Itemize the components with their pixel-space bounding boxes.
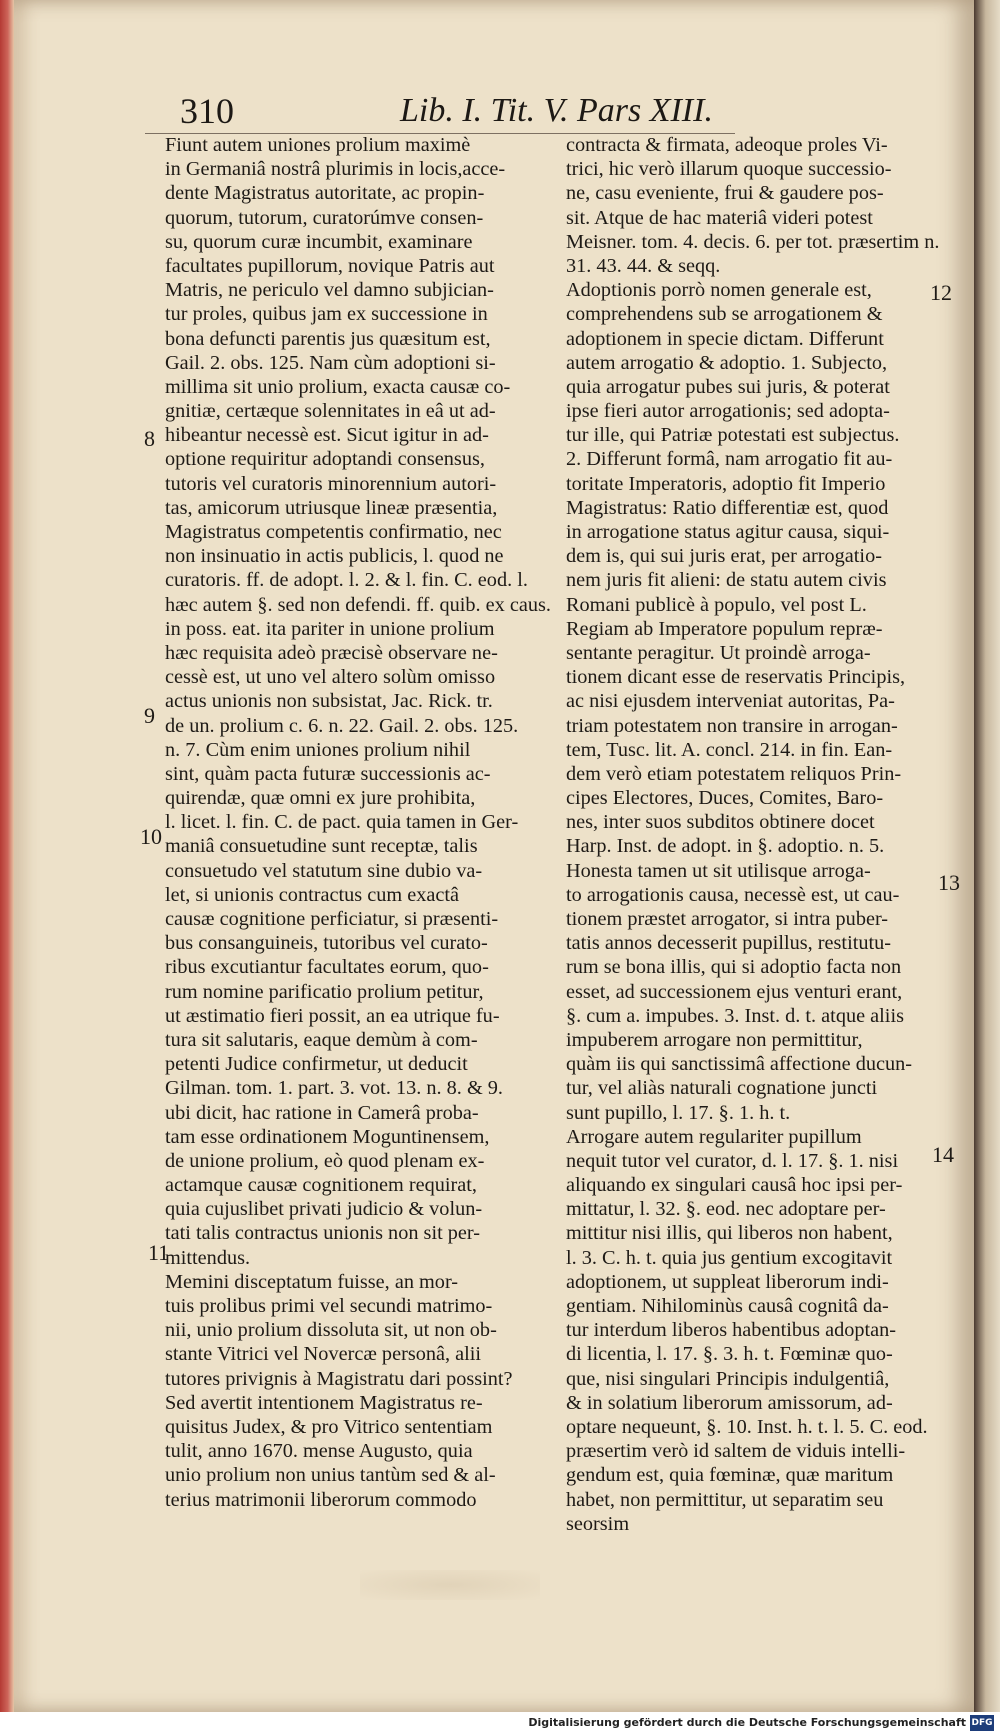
text-line: adoptionem, ut suppleat liberorum indi- — [566, 1270, 889, 1293]
text-line: consuetudo vel statutum sine dubio va- — [165, 859, 483, 882]
text-line: nem juris fit alieni: de statu autem civis — [566, 569, 887, 592]
text-line: hæc requisita adeò præcisè observare ne- — [165, 641, 498, 664]
text-line: mittitur nisi illis, qui liberos non habent, — [566, 1222, 893, 1245]
text-line: bona defuncti parentis jus quæsitum est, — [165, 327, 491, 350]
text-line: tulit, anno 1670. mense Augusto, quia — [165, 1440, 473, 1463]
text-line: aliquando ex singulari causâ hoc ipsi per- — [566, 1174, 903, 1197]
text-line: cessè est, ut uno vel altero solùm omisso — [165, 666, 496, 689]
text-line: tuis prolibus primi vel secundi matrimo- — [165, 1295, 493, 1317]
paper-stain — [360, 1570, 540, 1600]
text-line: unio prolium non unius tantùm sed & al- — [165, 1464, 496, 1487]
text-line: tur, vel aliàs naturali cognatione juncti — [566, 1077, 878, 1100]
text-line: 2. Differunt formâ, nam arrogatio fit au- — [566, 448, 893, 471]
text-line: quia arrogatur pubes sui juris, & poterat — [566, 375, 890, 398]
text-line: stante Vitrici vel Novercæ personâ, alii — [165, 1343, 482, 1366]
book-edge — [0, 0, 14, 1736]
text-line: in Germaniâ nostrâ plurimis in locis,acce- — [165, 158, 506, 181]
text-line: Harp. Inst. de adopt. in §. adoptio. n. 5. — [566, 835, 885, 858]
text-line: habet, non permittitur, ut separatim seu — [566, 1488, 884, 1511]
text-line: cipes Electores, Duces, Comites, Baro- — [566, 787, 884, 810]
text-line: nii, unio prolium dissoluta sit, ut non ob- — [165, 1319, 497, 1342]
text-line: quirendæ, quæ omni ex jure prohibita, — [165, 787, 476, 810]
text-line: non insinuatio in actis publicis, l. quod ne — [165, 545, 504, 568]
text-line: let, si unionis contractus cum exactâ — [165, 883, 459, 906]
next-page-edge — [974, 0, 1000, 1712]
text-line: & in solatium liberorum amissorum, ad- — [566, 1391, 893, 1414]
text-line: tutores privignis à Magistratu dari possint? — [165, 1367, 513, 1390]
text-line: de un. prolium c. 6. n. 22. Gail. 2. obs. 125. — [165, 714, 519, 737]
text-line: rum se bona illis, qui si adoptio facta non — [566, 956, 902, 979]
text-line: sint, quàm pacta futuræ successionis ac- — [165, 762, 491, 785]
text-line: nequit tutor vel curator, d. l. 17. §. 1. nisi — [566, 1149, 899, 1172]
page-header — [180, 90, 740, 132]
text-line: tionem præstet arrogator, si intra puber- — [566, 908, 889, 930]
margin-number-13: 13 — [938, 870, 960, 895]
right-text-column — [566, 133, 951, 1536]
text-line: quorum, tutorum, curatorúmve consen- — [165, 206, 484, 229]
text-line: Regiam ab Imperatore populum repræ- — [566, 617, 883, 640]
text-line: dem is, qui sui juris erat, per arrogatio- — [566, 545, 882, 568]
text-line: Adoptionis porrò nomen generale est, — [566, 279, 872, 302]
text-line: ribus excutiantur facultates eorum, quo- — [165, 956, 489, 979]
text-line: maniâ consuetudine sunt receptæ, talis — [165, 835, 478, 858]
text-line: ac nisi ejusdem interveniat autoritas, Pa- — [566, 690, 895, 713]
text-line: optione requiritur adoptandi consensus, — [165, 448, 485, 471]
text-line: nes, inter suos subditos obtinere docet — [566, 811, 875, 834]
text-line: §. cum a. impubes. 3. Inst. d. t. atque aliis — [566, 1004, 904, 1027]
text-line: seorsim — [566, 1512, 630, 1535]
text-line: Matris, ne periculo vel damno subjician- — [165, 279, 494, 302]
text-line: tam esse ordinationem Moguntinensem, — [165, 1125, 490, 1148]
text-line: gnitiæ, certæque solennitates in eâ ut ad- — [165, 400, 496, 423]
text-line: mittendus. — [165, 1246, 251, 1269]
text-line: Meisner. tom. 4. decis. 6. per tot. præsertim n. — [566, 230, 940, 253]
text-line: comprehendens sub se arrogationem & — [566, 303, 883, 326]
text-line: hæc autem §. sed non defendi. ff. quib. ex caus. — [165, 593, 551, 616]
text-line: sentante peragitur. Ut proindè arroga- — [566, 641, 871, 664]
margin-number-14: 14 — [932, 1142, 954, 1167]
text-line: mittatur, l. 32. §. eod. nec adoptare per- — [566, 1198, 886, 1221]
text-line: curatoris. ff. de adopt. l. 2. & l. fin. C. eod. l. — [165, 569, 528, 592]
text-line: tur interdum liberos habentibus adoptan- — [566, 1319, 897, 1342]
text-line: toritate Imperatoris, adoptio fit Imperio — [566, 472, 886, 495]
text-line: tur proles, quibus jam ex successione in — [165, 303, 488, 326]
text-line: tionem dicant esse de reservatis Principis, — [566, 666, 906, 689]
text-line: tur ille, qui Patriæ potestati est subjectus. — [566, 424, 900, 447]
text-line: in arrogatione status agitur causa, siqui- — [566, 521, 890, 543]
text-line: triam potestatem non transire in arrogan- — [566, 714, 898, 737]
text-line: Sed avertit intentionem Magistratus re- — [165, 1391, 483, 1414]
text-line: præsertim verò id saltem de viduis intelli- — [566, 1440, 906, 1463]
margin-number-9: 9 — [144, 703, 155, 728]
text-line: Fiunt autem uniones prolium maximè — [165, 134, 471, 156]
margin-number-8: 8 — [144, 426, 155, 451]
margin-number-12: 12 — [930, 280, 952, 305]
text-line: tas, amicorum utriusque lineæ præsentia, — [165, 496, 498, 519]
text-line: tutoris vel curatoris minorennium autori- — [165, 472, 497, 495]
text-line: millima sit unio prolium, exacta causæ co- — [165, 375, 511, 398]
text-line: causæ cognitione perficiatur, si præsenti- — [165, 908, 499, 930]
text-line: quàm iis qui sanctissimâ affectione ducun- — [566, 1053, 913, 1076]
dfg-logo: DFG — [970, 1715, 994, 1731]
text-line: dem verò etiam potestatem reliquos Prin- — [566, 762, 902, 785]
text-line: Magistratus: Ratio differentiæ est, quod — [566, 496, 889, 519]
running-head: Lib. I. Tit. V. Pars XIII. — [400, 92, 713, 129]
footer-bar — [0, 1712, 1000, 1736]
text-line: que, nisi singulari Principis indulgentiâ, — [566, 1367, 890, 1390]
text-line: to arrogationis causa, necessè est, ut cau- — [566, 883, 900, 906]
text-line: impuberem arrogare non permittitur, — [566, 1028, 863, 1051]
page-number: 310 — [180, 91, 234, 131]
text-line: quisitus Judex, & pro Vitrico sententiam — [165, 1415, 493, 1438]
text-line: ut æstimatio fieri possit, an ea utrique fu- — [165, 1004, 500, 1027]
text-line: actus unionis non subsistat, Jac. Rick. tr. — [165, 690, 493, 713]
text-line: Honesta tamen ut sit utilisque arroga- — [566, 859, 871, 882]
text-line: ipse fieri autor arrogationis; sed adopta- — [566, 400, 890, 423]
text-line: contracta & firmata, adeoque proles Vi- — [566, 134, 888, 156]
text-line: facultates pupillorum, novique Patris aut — [165, 254, 495, 277]
text-line: gendum est, quia fœminæ, quæ maritum — [566, 1464, 894, 1487]
text-line: actamque causæ cognitionem requirat, — [165, 1174, 477, 1197]
text-line: sit. Atque de hac materiâ videri potest — [566, 206, 873, 229]
text-line: tura sit salutaris, eaque demùm à com- — [165, 1028, 478, 1051]
text-line: Magistratus competentis confirmatio, nec — [165, 521, 502, 543]
text-line: in poss. eat. ita pariter in unione prolium — [165, 617, 495, 640]
text-line: terius matrimonii liberorum commodo — [165, 1488, 477, 1511]
text-line: bus consanguineis, tutoribus vel curato- — [165, 932, 488, 955]
text-line: Gilman. tom. 1. part. 3. vot. 13. n. 8. & 9. — [165, 1077, 503, 1100]
text-line: 31. 43. 44. & seqq. — [566, 254, 721, 277]
text-line: adoptionem in specie dictam. Differunt — [566, 327, 884, 350]
text-line: l. 3. C. h. t. quia jus gentium excogitavit — [566, 1246, 893, 1269]
text-line: su, quorum curæ incumbit, examinare — [165, 230, 473, 253]
text-line: Memini disceptatum fuisse, an mor- — [165, 1270, 459, 1293]
text-line: Arrogare autem regulariter pupillum — [566, 1125, 862, 1148]
text-line: Gail. 2. obs. 125. Nam cùm adoptioni si- — [165, 351, 496, 374]
margin-number-11: 11 — [148, 1240, 170, 1265]
text-line: trici, hic verò illarum quoque successio- — [566, 158, 892, 181]
text-line: de unione prolium, eò quod plenam ex- — [165, 1149, 485, 1172]
text-line: autem arrogatio & adoptio. 1. Subjecto, — [566, 351, 888, 374]
text-line: sunt pupillo, l. 17. §. 1. h. t. — [566, 1101, 791, 1124]
text-line: quia cujuslibet privati judicio & volun- — [165, 1198, 483, 1221]
text-line: Romani publicè à populo, vel post L. — [566, 593, 867, 616]
text-line: optare nequeunt, §. 10. Inst. h. t. l. 5. C. eod. — [566, 1415, 928, 1438]
text-line: n. 7. Cùm enim uniones prolium nihil — [165, 738, 471, 761]
text-line: ne, casu eveniente, frui & gaudere pos- — [566, 182, 884, 205]
text-line: petenti Judice confirmetur, ut deducit — [165, 1053, 468, 1076]
text-line: dente Magistratus autoritate, ac propin- — [165, 182, 485, 205]
left-text-column — [165, 133, 550, 1512]
text-line: ubi dicit, hac ratione in Camerâ proba- — [165, 1101, 479, 1124]
text-line: hibeantur necessè est. Sicut igitur in ad- — [165, 424, 489, 447]
margin-number-10: 10 — [140, 824, 162, 849]
text-line: tatis annos decesserit pupillus, restitutu- — [566, 932, 892, 955]
text-line: l. licet. l. fin. C. de pact. quia tamen in Ger- — [165, 811, 519, 834]
text-line: rum nomine parificatio prolium petitur, — [165, 980, 484, 1003]
footer-credit: Digitalisierung gefördert durch die Deutsche Forschungsgemeinschaft — [528, 1716, 966, 1729]
text-line: esset, ad successionem ejus venturi erant, — [566, 980, 903, 1003]
text-line: gentiam. Nihilominùs causâ cognitâ da- — [566, 1295, 889, 1317]
text-line: di licentia, l. 17. §. 3. h. t. Fœminæ quo- — [566, 1343, 893, 1366]
text-line: tem, Tusc. lit. A. concl. 214. in fin. Ean- — [566, 738, 893, 761]
text-line: tati talis contractus unionis non sit per- — [165, 1222, 481, 1245]
